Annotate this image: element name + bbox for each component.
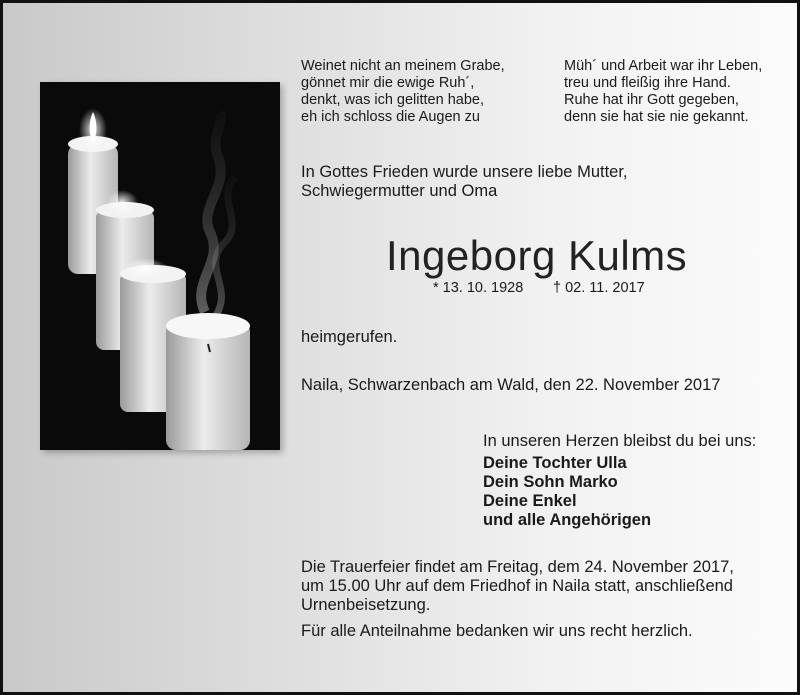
mourner: und alle Angehörigen (483, 511, 652, 529)
funeral-line: Urnenbeisetzung. (301, 596, 431, 614)
poem-left-line: Weinet nicht an meinem Grabe, (301, 58, 505, 74)
mourner: Deine Tochter Ulla (483, 454, 627, 472)
poem-right-line: treu und fleißig ihre Hand. (564, 75, 731, 91)
poem-right-line: Müh´ und Arbeit war ihr Leben, (564, 58, 763, 74)
death-date: † 02. 11. 2017 (553, 280, 645, 296)
mourner: Deine Enkel (483, 492, 577, 510)
birth-date: * 13. 10. 1928 (433, 280, 524, 296)
intro-line: Schwiegermutter und Oma (301, 182, 498, 200)
poem-right-line: Ruhe hat ihr Gott gegeben, (564, 92, 739, 108)
intro-text (301, 163, 628, 201)
hearts-intro: In unseren Herzen bleibst du bei uns: (483, 432, 757, 450)
funeral-line: Die Trauerfeier findet am Freitag, dem 24. November 2017, (301, 558, 734, 576)
poem-left-line: denkt, was ich gelitten habe, (301, 92, 484, 108)
poem-right (564, 58, 762, 126)
deceased-name: Ingeborg Kulms (386, 232, 688, 279)
thanks-text: Für alle Anteilnahme bedanken wir uns recht herzlich. (301, 622, 693, 640)
heimgerufen-text: heimgerufen. (301, 328, 398, 346)
poem-left-line: gönnet mir die ewige Ruh´, (301, 75, 475, 91)
poem-left-line: eh ich schloss die Augen zu (301, 109, 480, 125)
funeral-notice (301, 558, 734, 615)
poem-left (301, 58, 505, 126)
place-date: Naila, Schwarzenbach am Wald, den 22. November 2017 (301, 376, 721, 394)
intro-line: In Gottes Frieden wurde unsere liebe Mutter, (301, 163, 628, 181)
mourners-list (483, 454, 651, 530)
poem-right-line: denn sie hat sie nie gekannt. (564, 109, 749, 125)
candles-photo (40, 82, 280, 450)
funeral-line: um 15.00 Uhr auf dem Friedhof in Naila statt, anschließend (301, 577, 733, 595)
mourner: Dein Sohn Marko (483, 473, 618, 491)
